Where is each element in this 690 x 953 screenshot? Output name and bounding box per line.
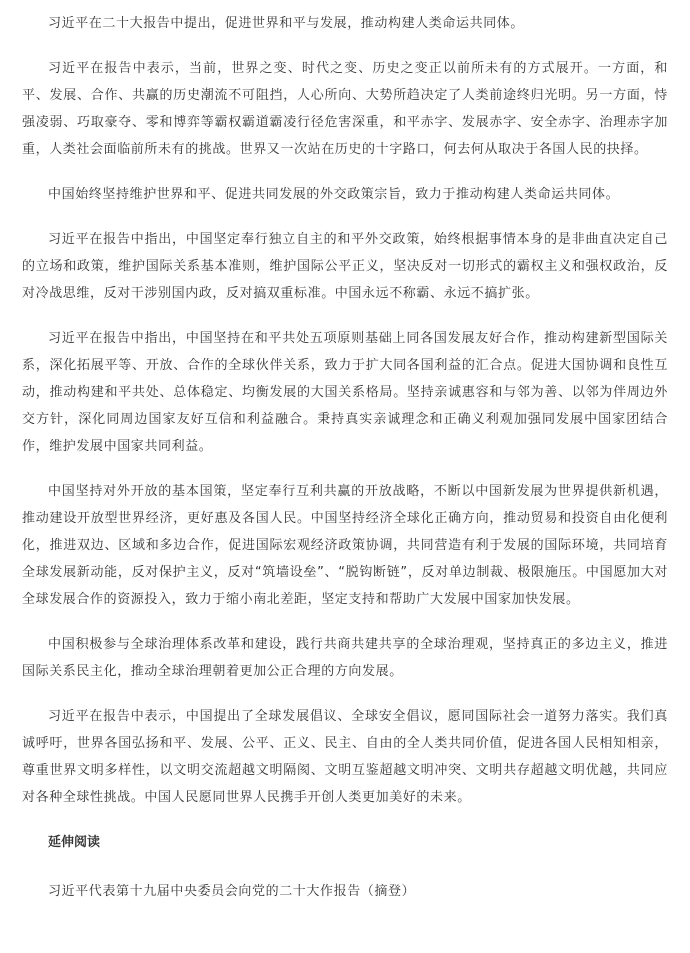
article-paragraph: 习近平在报告中指出，中国坚定奉行独立自主的和平外交政策，始终根据事情本身的是非曲直决定自己的立场和政策，维护国际关系基本准则，维护国际公平正义，坚决反对一切形式的霸权主义和强权政治，反对冷战思维，反对干涉别国内政，反对搞双重标准。中国永远不称霸、永远不搞扩张。 [22,232,668,301]
article-paragraph: 习近平在二十大报告中提出，促进世界和平与发展，推动构建人类命运共同体。 [48,16,525,31]
article-paragraph: 习近平在报告中表示，中国提出了全球发展倡议、全球安全倡议，愿同国际社会一道努力落实。我们真诚呼吁，世界各国弘扬和平、发展、公平、正义、民主、自由的全人类共同价值，促进各国人民相知相亲，尊重世界文明多样性，以文明交流超越文明隔阂、文明互鉴超越文明冲突、文明共存超越文明优越，共同应对各种全球性挑战。中国人民愿同世界人民携手开创人类更加美好的未来。 [22,709,668,805]
further-reading-link[interactable]: 习近平代表第十九届中央委员会向党的二十大作报告（摘登） [48,884,416,899]
article-paragraph: 中国始终坚持维护世界和平、促进共同发展的外交政策宗旨，致力于推动构建人类命运共同体。 [48,187,620,202]
article-paragraph: 习近平在报告中指出，中国坚持在和平共处五项原则基础上同各国发展友好合作，推动构建新型国际关系，深化拓展平等、开放、合作的全球伙伴关系，致力于扩大同各国利益的汇合点。促进大国协调和良性互动，推动构建和平共处、总体稳定、均衡发展的大国关系格局。坚持亲诚惠容和与邻为善、以邻为伴周边外交方针，深化同周边国家友好互信和利益融合。秉持真实亲诚理念和正确义利观加强同发展中国家团结合作，维护发展中国家共同利益。 [22,331,668,454]
further-reading-heading: 延伸阅读 [48,835,101,850]
article-paragraph: 中国坚持对外开放的基本国策，坚定奉行互利共赢的开放战略，不断以中国新发展为世界提供新机遇，推动建设开放型世界经济，更好惠及各国人民。中国坚持经济全球化正确方向，推动贸易和投资自由化便利化，推进双边、区域和多边合作，促进国际宏观经济政策协调，共同营造有利于发展的国际环境，共同培育全球发展新动能，反对保护主义，反对“筑墙设垒”、“脱钩断链”，反对单边制裁、极限施压。中国愿加大对全球发展合作的资源投入，致力于缩小南北差距，坚定支持和帮助广大发展中国家加快发展。 [22,484,668,607]
article-paragraph: 中国积极参与全球治理体系改革和建设，践行共商共建共享的全球治理观，坚持真正的多边主义，推进国际关系民主化，推动全球治理朝着更加公正合理的方向发展。 [22,637,668,679]
article-paragraph: 习近平在报告中表示，当前，世界之变、时代之变、历史之变正以前所未有的方式展开。一方面，和平、发展、合作、共赢的历史潮流不可阻挡，人心所向、大势所趋决定了人类前途终归光明。另一方面，恃强凌弱、巧取豪夺、零和博弈等霸权霸道霸凌行径危害深重，和平赤字、发展赤字、安全赤字、治理赤字加重，人类社会面临前所未有的挑战。世界又一次站在历史的十字路口，何去何从取决于各国人民的抉择。 [22,61,668,157]
